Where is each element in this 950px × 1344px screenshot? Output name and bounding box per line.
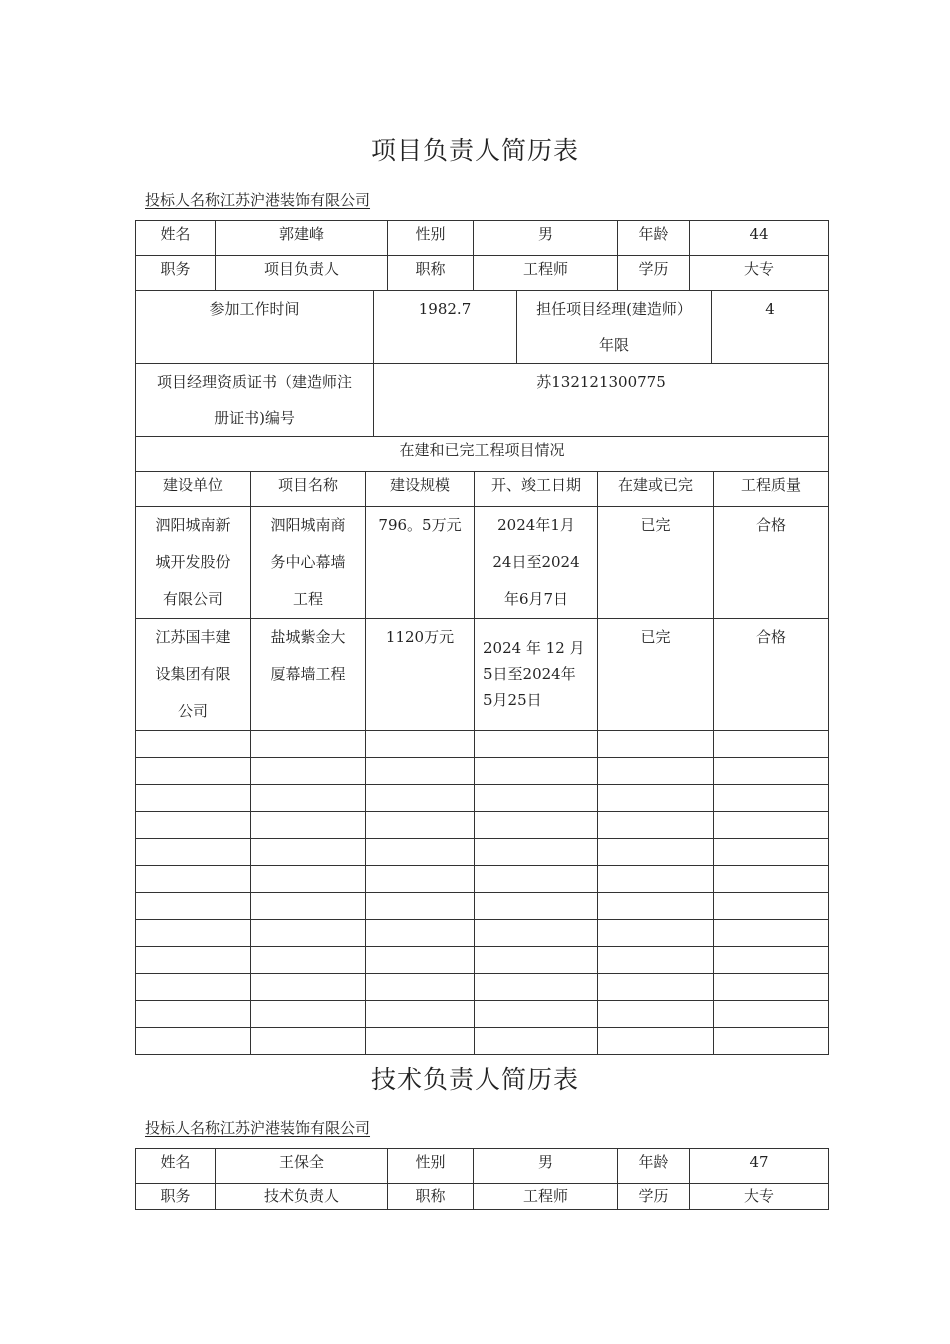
empty-cell xyxy=(366,920,475,947)
empty-row xyxy=(136,974,829,1001)
empty-cell xyxy=(598,920,714,947)
project-quality: 合格 xyxy=(714,507,829,619)
gender-label: 性别 xyxy=(388,221,474,256)
page-title-project-manager: 项目负责人简历表 xyxy=(370,136,579,165)
empty-cell xyxy=(366,1001,475,1028)
empty-cell xyxy=(136,947,251,974)
position-row xyxy=(136,1184,829,1210)
empty-cell xyxy=(136,785,251,812)
empty-cell xyxy=(714,731,829,758)
age-value: 47 xyxy=(690,1149,829,1184)
name-label: 姓名 xyxy=(136,1149,216,1184)
empty-cell xyxy=(598,866,714,893)
project-scale: 796。5万元 xyxy=(366,507,475,619)
empty-cell xyxy=(366,893,475,920)
projects-header-row xyxy=(136,472,829,507)
empty-cell xyxy=(714,839,829,866)
empty-cell xyxy=(136,1001,251,1028)
empty-row xyxy=(136,1028,829,1055)
name-value: 王保全 xyxy=(216,1149,388,1184)
empty-cell xyxy=(251,731,366,758)
basic-info-table xyxy=(135,220,829,291)
empty-cell xyxy=(475,785,598,812)
project-dates xyxy=(475,619,598,731)
column-header: 开、竣工日期 xyxy=(475,472,598,507)
cert-label-line: 项目经理资质证书（建造师注 xyxy=(156,373,352,391)
project-dates xyxy=(475,507,598,619)
page-title-technical-lead: 技术负责人简历表 xyxy=(370,1065,579,1094)
empty-cell xyxy=(598,785,714,812)
work-start-label: 参加工作时间 xyxy=(136,291,374,364)
table-row xyxy=(136,619,829,731)
empty-cell xyxy=(598,893,714,920)
empty-cell xyxy=(598,731,714,758)
bidder-name-2: 投标人名称江苏沪港装饰有限公司 xyxy=(145,1119,371,1137)
project-status: 已完 xyxy=(598,507,714,619)
empty-row xyxy=(136,947,829,974)
empty-cell xyxy=(475,731,598,758)
empty-cell xyxy=(475,920,598,947)
age-value: 44 xyxy=(690,221,829,256)
empty-cell xyxy=(251,758,366,785)
work-start-value: 1982.7 xyxy=(374,291,517,364)
project-name-line: 盐城紫金大 xyxy=(270,628,346,646)
column-header: 项目名称 xyxy=(251,472,366,507)
empty-cell xyxy=(366,839,475,866)
column-header: 建设规模 xyxy=(366,472,475,507)
project-quality: 合格 xyxy=(714,619,829,731)
empty-cell xyxy=(598,1028,714,1055)
empty-cell xyxy=(366,866,475,893)
empty-cell xyxy=(366,785,475,812)
prof-title-value: 工程师 xyxy=(474,256,618,291)
column-header: 在建或已完 xyxy=(598,472,714,507)
empty-cell xyxy=(136,839,251,866)
empty-cell xyxy=(251,839,366,866)
empty-cell xyxy=(475,974,598,1001)
empty-cell xyxy=(366,731,475,758)
empty-row xyxy=(136,731,829,758)
empty-cell xyxy=(251,974,366,1001)
empty-cell xyxy=(366,974,475,1001)
gender-label: 性别 xyxy=(388,1149,474,1184)
empty-cell xyxy=(714,920,829,947)
empty-cell xyxy=(136,893,251,920)
empty-cell xyxy=(251,920,366,947)
column-header: 工程质量 xyxy=(714,472,829,507)
empty-cell xyxy=(475,893,598,920)
name-value: 郭建峰 xyxy=(216,221,388,256)
project-owner-line: 设集团有限 xyxy=(155,665,231,683)
bidder-name: 投标人名称江苏沪港装饰有限公司 xyxy=(145,191,371,209)
empty-cell xyxy=(136,731,251,758)
empty-cell xyxy=(598,947,714,974)
empty-cell xyxy=(598,812,714,839)
project-name-line: 工程 xyxy=(292,590,323,608)
empty-cell xyxy=(366,812,475,839)
project-owner-line: 城开发股份 xyxy=(155,553,231,571)
work-start-row xyxy=(136,291,829,364)
empty-row xyxy=(136,920,829,947)
education-label: 学历 xyxy=(618,256,690,291)
empty-row xyxy=(136,812,829,839)
pm-years-label xyxy=(517,291,712,364)
projects-table xyxy=(135,436,829,1055)
empty-cell xyxy=(714,1001,829,1028)
pm-years-label-line: 年限 xyxy=(598,336,629,354)
age-label: 年龄 xyxy=(618,221,690,256)
name-label: 姓名 xyxy=(136,221,216,256)
empty-cell xyxy=(598,758,714,785)
project-owner-line: 江苏国丰建 xyxy=(155,628,231,646)
empty-cell xyxy=(136,866,251,893)
project-dates-line: 2024年1月 xyxy=(497,516,575,534)
empty-cell xyxy=(714,893,829,920)
cert-label xyxy=(136,364,374,437)
empty-row xyxy=(136,839,829,866)
prof-title-label: 职称 xyxy=(388,256,474,291)
empty-cell xyxy=(475,1028,598,1055)
project-owner xyxy=(136,507,251,619)
pm-years-label-line: 担任项目经理(建造师） xyxy=(536,300,692,318)
position-row xyxy=(136,256,829,291)
empty-cell xyxy=(714,812,829,839)
empty-cell xyxy=(714,785,829,812)
project-dates-line: 2024 年 12 月 xyxy=(483,639,585,657)
empty-cell xyxy=(598,974,714,1001)
empty-row xyxy=(136,758,829,785)
gender-value: 男 xyxy=(474,221,618,256)
empty-cell xyxy=(136,812,251,839)
project-name-line: 厦幕墙工程 xyxy=(270,665,346,683)
empty-cell xyxy=(714,974,829,1001)
position-value: 项目负责人 xyxy=(216,256,388,291)
education-value: 大专 xyxy=(690,1184,829,1210)
project-dates-line: 5日至2024年 xyxy=(483,665,576,683)
position-label: 职务 xyxy=(136,1184,216,1210)
position-value: 技术负责人 xyxy=(216,1184,388,1210)
work-info-table xyxy=(135,290,829,437)
empty-cell xyxy=(251,1001,366,1028)
basic-info-table-2 xyxy=(135,1148,829,1210)
projects-heading-row xyxy=(136,437,829,472)
project-dates-line: 24日至2024 xyxy=(492,553,580,571)
project-status: 已完 xyxy=(598,619,714,731)
empty-cell xyxy=(475,839,598,866)
empty-row xyxy=(136,893,829,920)
position-label: 职务 xyxy=(136,256,216,291)
empty-cell xyxy=(714,1028,829,1055)
empty-cell xyxy=(366,947,475,974)
basic-info-row xyxy=(136,1149,829,1184)
table-row xyxy=(136,507,829,619)
basic-info-row xyxy=(136,221,829,256)
empty-row xyxy=(136,1001,829,1028)
project-scale: 1120万元 xyxy=(366,619,475,731)
project-name xyxy=(251,619,366,731)
empty-cell xyxy=(136,758,251,785)
empty-cell xyxy=(714,758,829,785)
prof-title-value: 工程师 xyxy=(474,1184,618,1210)
empty-cell xyxy=(475,947,598,974)
empty-cell xyxy=(714,866,829,893)
empty-cell xyxy=(598,839,714,866)
age-label: 年龄 xyxy=(618,1149,690,1184)
empty-cell xyxy=(251,785,366,812)
gender-value: 男 xyxy=(474,1149,618,1184)
project-name xyxy=(251,507,366,619)
project-name-line: 泗阳城南商 xyxy=(270,516,346,534)
empty-row xyxy=(136,866,829,893)
project-owner-line: 泗阳城南新 xyxy=(155,516,231,534)
cert-label-line: 册证书)编号 xyxy=(214,409,295,427)
pm-years-value: 4 xyxy=(712,291,829,364)
project-owner-line: 公司 xyxy=(177,702,208,720)
projects-heading: 在建和已完工程项目情况 xyxy=(136,437,829,472)
empty-cell xyxy=(136,974,251,1001)
empty-cell xyxy=(251,1028,366,1055)
empty-cell xyxy=(475,812,598,839)
empty-cell xyxy=(598,1001,714,1028)
education-value: 大专 xyxy=(690,256,829,291)
project-owner xyxy=(136,619,251,731)
empty-cell xyxy=(366,758,475,785)
empty-cell xyxy=(136,920,251,947)
empty-row xyxy=(136,785,829,812)
education-label: 学历 xyxy=(618,1184,690,1210)
empty-cell xyxy=(475,758,598,785)
empty-cell xyxy=(475,866,598,893)
empty-cell xyxy=(251,866,366,893)
empty-cell xyxy=(366,1028,475,1055)
empty-cell xyxy=(251,947,366,974)
empty-cell xyxy=(251,893,366,920)
project-owner-line: 有限公司 xyxy=(162,590,223,608)
empty-cell xyxy=(714,947,829,974)
project-dates-line: 5月25日 xyxy=(483,691,542,709)
empty-cell xyxy=(136,1028,251,1055)
empty-cell xyxy=(475,1001,598,1028)
project-dates-line: 年6月7日 xyxy=(503,590,569,608)
cert-row xyxy=(136,364,829,437)
cert-number: 苏132121300775 xyxy=(374,364,829,437)
empty-cell xyxy=(251,812,366,839)
prof-title-label: 职称 xyxy=(388,1184,474,1210)
project-name-line: 务中心幕墙 xyxy=(270,553,346,571)
column-header: 建设单位 xyxy=(136,472,251,507)
